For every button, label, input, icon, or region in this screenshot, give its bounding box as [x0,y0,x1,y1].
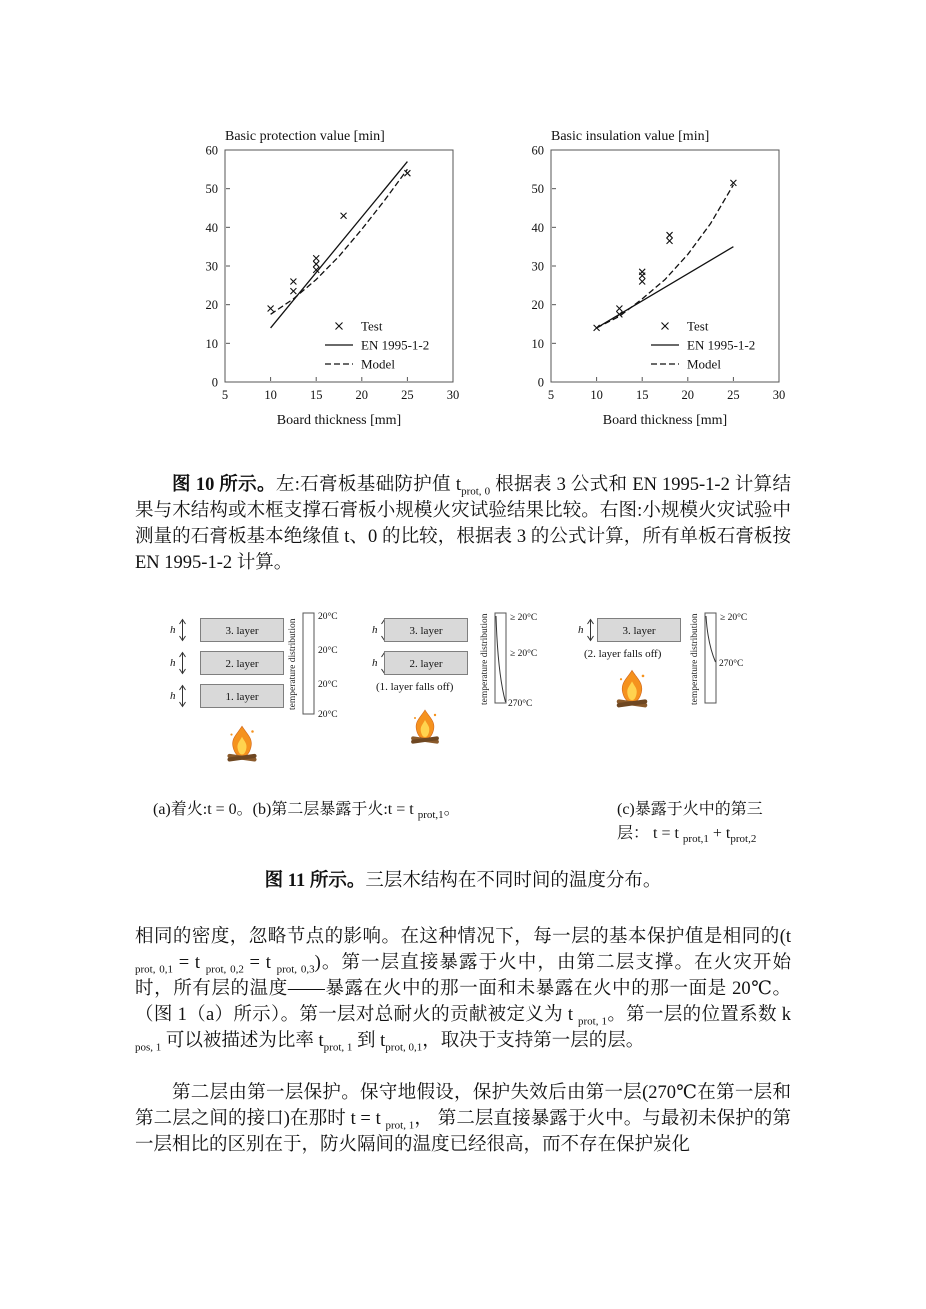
svg-text:Model: Model [361,356,395,372]
svg-text:50: 50 [531,182,544,197]
temperature-profile [302,610,370,720]
svg-text:15: 15 [309,388,323,402]
temp-label: ≥ 20°C [510,613,538,623]
layer-box: 3. layer [597,618,681,642]
h-label: h [170,657,176,669]
temp-label: ≥ 20°C [510,649,538,659]
svg-text:5: 5 [221,388,229,402]
h-label: h [372,657,378,669]
temp-label: ≥ 20°C [720,613,748,623]
h-label: h [170,690,176,702]
svg-text:Test: Test [687,318,709,334]
figure11-panel-c [576,606,781,784]
svg-text:10: 10 [264,388,277,402]
svg-text:Model: Model [687,356,721,372]
figure10-charts [0,126,926,434]
figure10-caption: 图 10 所示。左:石膏板基础防护值 $t_{prot, 0}$ 根据表 3 公式和 EN 1995-1-2 计算结果与木结构或木框支撑石膏板小规模火灾试验结果比较。右图:小规模火灾试验中测量的石膏板基本绝缘值 t、0 的比较，根据表 3 的公式计算，所有单板石膏板按 EN 1995-1-2 计算。 [135,475,791,573]
svg-text:25: 25 [401,388,414,402]
temp-label: 20°C [318,612,338,622]
svg-text:60: 60 [531,143,544,158]
temp-label: 20°C [318,646,338,656]
height-dimension [578,618,595,642]
svg-text:15: 15 [635,388,649,402]
subcaption-ab: (a)着火:t = 0。(b)第二层暴露于火:t = t $_{prot,1}$。 [153,801,460,822]
svg-text:EN 1995-1-2: EN 1995-1-2 [687,337,756,353]
temp-label: 20°C [318,710,338,720]
temp-label: 270°C [508,699,533,709]
temp-label: 270°C [719,659,744,669]
layer-box: 3. layer [384,618,468,642]
height-arrow-icon [586,618,595,642]
svg-text:25: 25 [727,388,740,402]
fire-icon [610,666,654,710]
svg-text:0: 0 [211,375,218,390]
figure11-subcaptions [133,798,793,846]
height-dimension [170,651,187,675]
svg-text:40: 40 [531,220,544,235]
figure11-diagram [168,606,758,784]
layer-box: 1. layer [200,684,284,708]
subcaption-c: (c)暴露于火中的第三层： t = t $_{prot,1} + t_{prot,2}$ [617,801,763,846]
temperature-profile [704,610,778,710]
svg-text:30: 30 [531,259,544,274]
svg-text:30: 30 [772,388,786,402]
svg-text:10: 10 [531,336,544,351]
layer-box: 3. layer [200,618,284,642]
layer-box: 2. layer [384,651,468,675]
temperature-profile [494,610,568,710]
svg-text:40: 40 [205,220,218,235]
temperature-axis-label: temperature distribution [480,613,490,705]
temp-label: 20°C [318,680,338,690]
svg-text:Board thickness [mm]: Board thickness [mm] [602,413,728,428]
svg-text:10: 10 [590,388,603,402]
height-dimension [170,684,187,708]
figure11-panel-b [372,606,572,784]
svg-text:EN 1995-1-2: EN 1995-1-2 [361,337,430,353]
svg-text:20: 20 [531,298,544,313]
paragraph-2: 第二层由第一层保护。保守地假设，保护失效后由第一层(270℃在第一层和第二层之间的接口)在那时 t = t $_{prot, 1}$， 第二层直接暴露于火中。与最初未保护的第一层相比的区别在于，防火隔间的温度已经很高，而不存在保护炭化 [135,1083,791,1155]
paragraph-1: 相同的密度，忽略节点的影响。在这种情况下，每一层的基本保护值是相同的(t $_{prot, 0,1}$ = t $_{prot, 0,2}$ = t $_{prot, 0,3}$)。第一层直接暴露于火中，由第二层支撑。在火灾开始时，所有层的温度——暴露在火中的那一面和未暴露在火中的那一面是 20℃。（图 1（a）所示）。第一层对总耐火的贡献被定义为 t $_{prot, 1}$。第一层的位置系数 k $_{pos, 1}$ 可以被描述为比率 $t_{prot, 1}$ 到 $t_{prot, 0,1}$，取决于支持第一层的层。 [135,927,791,1054]
svg-text:Basic protection value [min]: Basic protection value [min] [225,129,385,144]
svg-text:Basic insulation value [min]: Basic insulation value [min] [551,129,710,144]
height-dimension [170,618,187,642]
fire-icon [221,722,263,764]
figure11-panel-a [168,606,373,784]
temperature-axis-label: temperature distribution [288,618,298,710]
svg-text:10: 10 [205,336,218,351]
chart-basic-insulation-value [509,126,809,434]
svg-text:5: 5 [547,388,555,402]
chart-basic-protection-value [183,126,483,434]
falls-off-label: (1. layer falls off) [376,681,454,693]
svg-text:Board thickness [mm]: Board thickness [mm] [276,413,402,428]
height-arrow-icon [178,618,187,642]
height-arrow-icon [178,684,187,708]
temperature-axis-label: temperature distribution [690,613,700,705]
h-label: h [170,624,176,636]
svg-text:20: 20 [205,298,218,313]
figure11-caption: 图 11 所示。三层木结构在不同时间的温度分布。 [264,871,662,891]
svg-text:50: 50 [205,182,218,197]
svg-text:Test: Test [361,318,383,334]
svg-text:60: 60 [205,143,218,158]
svg-text:20: 20 [681,388,695,402]
svg-text:30: 30 [205,259,218,274]
height-arrow-icon [178,651,187,675]
svg-text:0: 0 [537,375,544,390]
h-label: h [372,624,378,636]
svg-text:30: 30 [446,388,460,402]
layer-box: 2. layer [200,651,284,675]
h-label: h [578,624,584,636]
fire-icon [405,706,445,746]
svg-text:20: 20 [355,388,369,402]
falls-off-label: (2. layer falls off) [584,648,662,660]
